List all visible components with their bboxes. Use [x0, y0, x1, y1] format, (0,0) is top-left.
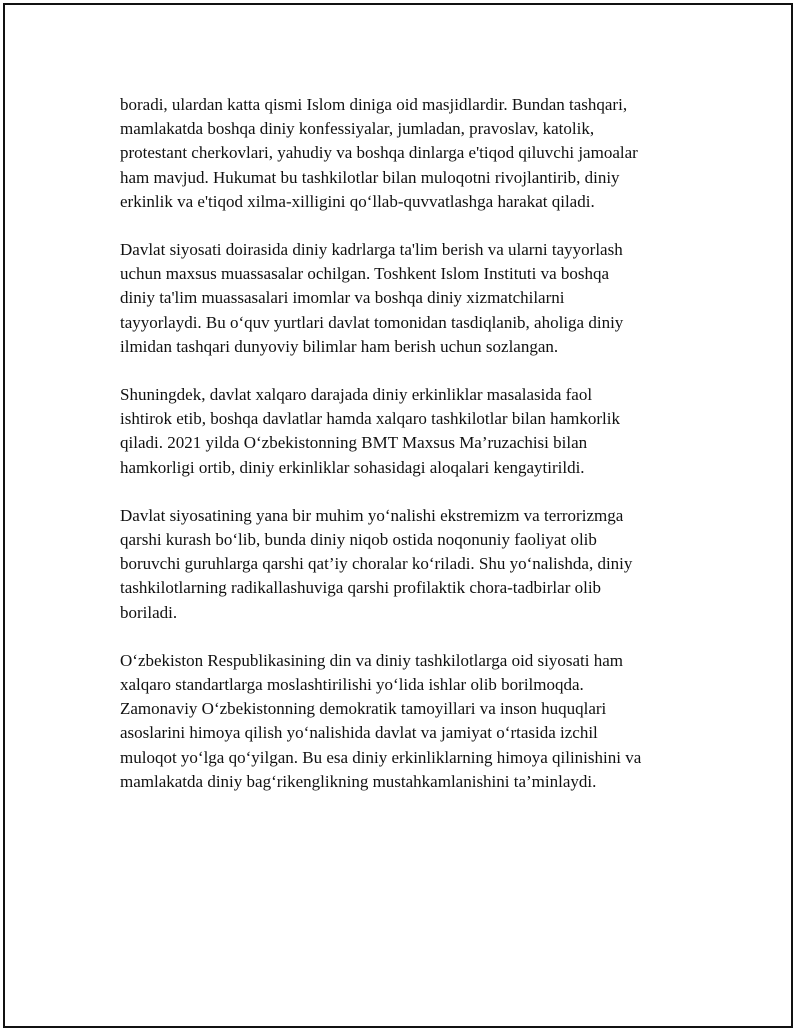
paragraph-line: Davlat siyosati doirasida diniy kadrlarga ta'lim berish va ularni tayyorlash: [120, 240, 623, 260]
paragraph-line: boriladi.: [120, 602, 178, 622]
paragraph-line: tashkilotlarning radikallashuviga qarshi profilaktik chora-tadbirlar olib: [120, 578, 602, 598]
paragraph-line: uchun maxsus muassasalar ochilgan. Toshkent Islom Instituti va boshqa: [120, 264, 610, 284]
paragraph-line: qarshi kurash bo‘lib, bunda diniy niqob ostida noqonuniy faoliyat olib: [120, 530, 597, 550]
paragraph-line: asoslarini himoya qilish yo‘nalishida davlat va jamiyat o‘rtasida izchil: [120, 723, 598, 743]
paragraph-line: hamkorligi ortib, diniy erkinliklar sohasidagi aloqalari kengaytirildi.: [120, 457, 585, 477]
paragraph-3: [120, 383, 700, 480]
paragraph-line: ilmidan tashqari dunyoviy bilimlar ham berish uchun sozlangan.: [120, 336, 559, 356]
paragraph-line: muloqot yo‘lga qo‘yilgan. Bu esa diniy erkinliklarning himoya qilinishini va: [120, 747, 642, 767]
paragraph-line: mamlakatda boshqa diniy konfessiyalar, jumladan, pravoslav, katolik,: [120, 119, 595, 139]
paragraph-line: mamlakatda diniy bag‘rikenglikning mustahkamlanishini ta’minlaydi.: [120, 771, 597, 791]
paragraph-line: erkinlik va e'tiqod xilma-xilligini qo‘llab-quvvatlashga harakat qiladi.: [120, 191, 595, 211]
paragraph-line: tayyorlaydi. Bu o‘quv yurtlari davlat tomonidan tasdiqlanib, aholiga diniy: [120, 312, 624, 332]
paragraph-line: Davlat siyosatining yana bir muhim yo‘nalishi ekstremizm va terrorizmga: [120, 505, 624, 525]
paragraph-line: O‘zbekiston Respublikasining din va diniy tashkilotlarga oid siyosati ham: [120, 650, 624, 670]
paragraph-4: [120, 504, 700, 625]
paragraph-line: Shuningdek, davlat xalqaro darajada diniy erkinliklar masalasida faol: [120, 385, 593, 405]
page-frame: [3, 3, 793, 1028]
paragraph-1: [120, 93, 700, 214]
paragraph-line: boruvchi guruhlarga qarshi qat’iy choralar ko‘riladi. Shu yo‘nalishda, diniy: [120, 554, 633, 574]
paragraph-line: ham mavjud. Hukumat bu tashkilotlar bilan muloqotni rivojlantirib, diniy: [120, 167, 620, 187]
paragraph-5: [120, 649, 700, 794]
paragraph-line: qiladi. 2021 yilda O‘zbekistonning BMT Maxsus Ma’ruzachisi bilan: [120, 433, 588, 453]
paragraph-line: xalqaro standartlarga moslashtirilishi yo‘lida ishlar olib borilmoqda.: [120, 675, 584, 695]
paragraph-line: diniy ta'lim muassasalari imomlar va boshqa diniy xizmatchilarni: [120, 288, 565, 308]
paragraph-line: boradi, ulardan katta qismi Islom diniga oid masjidlardir. Bundan tashqari,: [120, 95, 628, 114]
paragraph-2: [120, 238, 700, 359]
paragraph-line: ishtirok etib, boshqa davlatlar hamda xalqaro tashkilotlar bilan hamkorlik: [120, 409, 620, 429]
paragraph-line: Zamonaviy O‘zbekistonning demokratik tamoyillari va inson huquqlari: [120, 699, 607, 719]
paragraph-line: protestant cherkovlari, yahudiy va boshqa dinlarga e'tiqod qiluvchi jamoalar: [120, 143, 638, 163]
document-body: [120, 93, 700, 818]
